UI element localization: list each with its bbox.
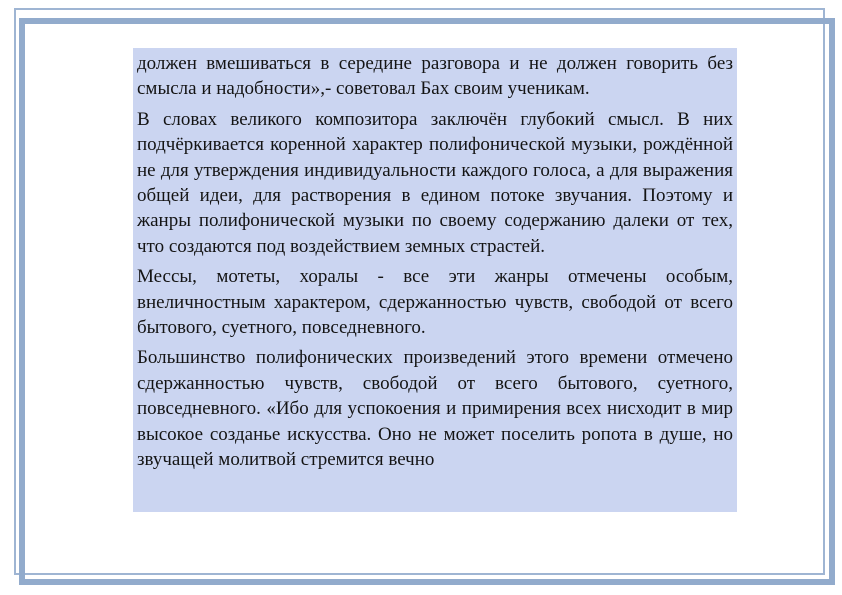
paragraph-bach-advice: должен вмешиваться в середине разговора и не должен говорить без смысла и надобности»,- советовал Бах своим ученикам. <box>137 53 733 100</box>
slide-text-block <box>133 48 737 512</box>
paragraph-majority-works: Большинство полифонических произведений этого времени отмечено сдержанностью чувств, свободой от всего бытового, суетного, повседневного. «Ибо для успокоения и примирения всех нисходит в мир высокое созданье искусства. Оно не может поселить ропота в душе, но звучащей молитвой стремится вечно <box>137 347 733 471</box>
paragraph-composer-meaning: В словах великого композитора заключён глубокий смысл. В них подчёркивается коренной характер полифонической музыки, рождённой не для утверждения индивидуальности каждого голоса, а для выражения общей идеи, для растворения в едином потоке звучания. Поэтому и жанры полифонической музыки по своему содержанию далеки от тех, что создаются под воздействием земных страстей. <box>137 108 733 257</box>
paragraph-genres: Мессы, мотеты, хоралы - все эти жанры отмечены особым, внеличностным характером, сдержанностью чувств, свободой от всего бытового, суетного, повседневного. <box>137 266 733 339</box>
